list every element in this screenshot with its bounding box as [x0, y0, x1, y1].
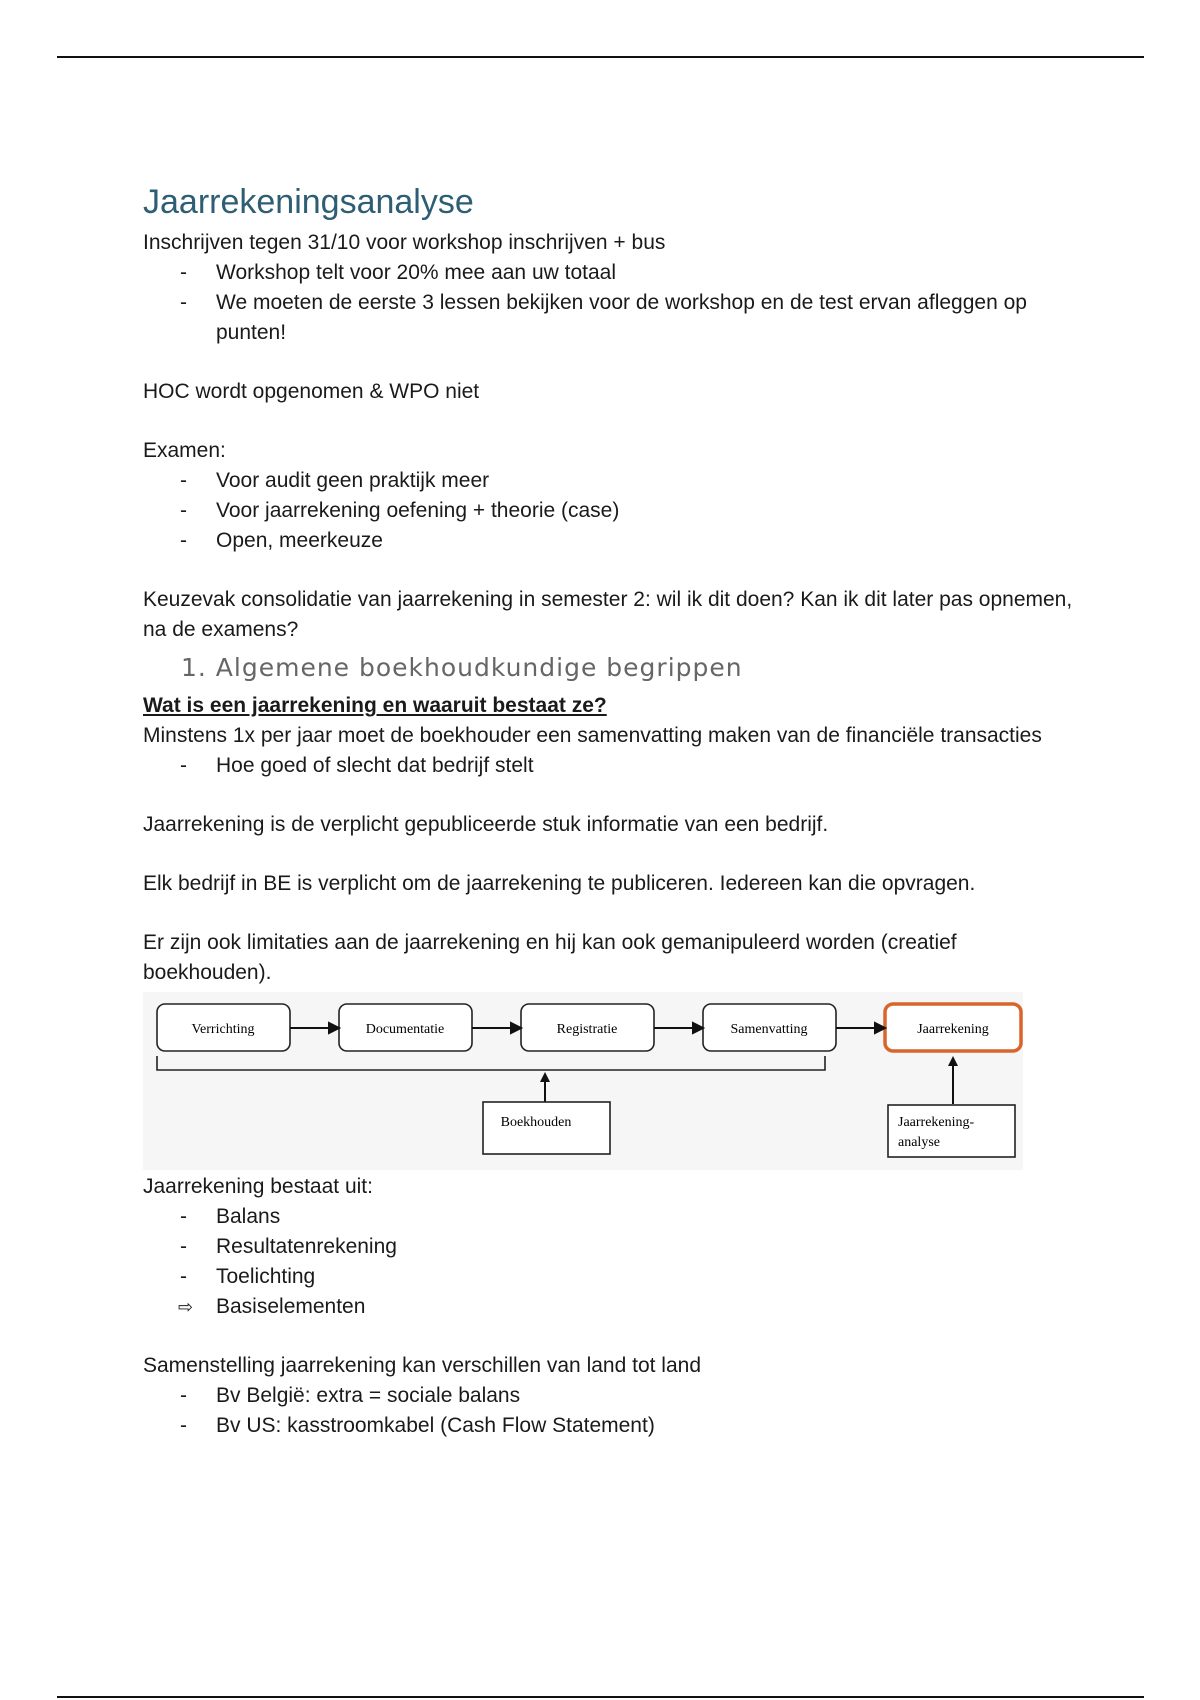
page-title: Jaarrekeningsanalyse [143, 183, 474, 221]
publish-text: Elk bedrijf in BE is verplicht om de jaarrekening te publiceren. Iedereen kan die opvragen. [143, 872, 976, 895]
exam-label: Examen: [143, 439, 226, 462]
composition-label: Jaarrekening bestaat uit: [143, 1175, 373, 1198]
keuzevak-note: Keuzevak consolidatie van jaarrekening in semester 2: wil ik dit doen? Kan ik dit later pas opnemen, na de examens? [143, 588, 1073, 641]
composition-list [143, 1202, 1083, 1322]
list-item: - Toelichting [216, 1262, 1083, 1292]
step-label-verrichting: Verrichting [191, 1022, 255, 1037]
document-body [143, 180, 1083, 1441]
countries-label: Samenstelling jaarrekening kan verschillen van land tot land [143, 1354, 701, 1377]
limits-text: Er zijn ook limitaties aan de jaarrekening en hij kan ook gemanipuleerd worden (creatief boekhouden). [143, 931, 957, 984]
list-item: - Voor audit geen praktijk meer [216, 466, 1083, 496]
analyse-label-line2: analyse [898, 1135, 940, 1150]
step-label-samenvatting: Samenvatting [730, 1022, 808, 1037]
list-item: - Bv België: extra = sociale balans [216, 1381, 1083, 1411]
summary-text: Minstens 1x per jaar moet de boekhouder een samenvatting maken van de financiële transacties [143, 724, 1042, 747]
intro-list [143, 258, 1083, 348]
section-heading: 1. Algemene boekhoudkundige begrippen [181, 653, 743, 682]
top-rule [57, 56, 1144, 58]
list-item: - Resultatenrekening [216, 1232, 1083, 1262]
bottom-rule [57, 1696, 1144, 1698]
list-item: - Open, meerkeuze [216, 526, 1083, 556]
accounting-flow-diagram [143, 992, 1023, 1170]
list-item: - Workshop telt voor 20% mee aan uw totaal [216, 258, 1083, 288]
boekhouden-label: Boekhouden [500, 1115, 572, 1130]
analyse-label-line1: Jaarrekening- [898, 1115, 975, 1130]
step-label-jaarrekening: Jaarrekening [917, 1022, 989, 1037]
list-item: - Balans [216, 1202, 1083, 1232]
intro-text: Inschrijven tegen 31/10 voor workshop inschrijven + bus [143, 231, 666, 254]
exam-list [143, 466, 1083, 556]
list-item: - We moeten de eerste 3 lessen bekijken voor de workshop en de test ervan afleggen op punten! [216, 288, 1083, 348]
list-item: - Voor jaarrekening oefening + theorie (case) [216, 496, 1083, 526]
definition-text: Jaarrekening is de verplicht gepubliceerde stuk informatie van een bedrijf. [143, 813, 829, 836]
countries-list [143, 1381, 1083, 1441]
section-question: Wat is een jaarrekening en waaruit bestaat ze? [143, 694, 607, 717]
step-label-documentatie: Documentatie [365, 1022, 445, 1037]
step-label-registratie: Registratie [556, 1022, 618, 1037]
list-item: - Hoe goed of slecht dat bedrijf stelt [216, 751, 1083, 781]
hoc-note: HOC wordt opgenomen & WPO niet [143, 380, 480, 403]
summary-list [143, 751, 1083, 781]
list-item: - Bv US: kasstroomkabel (Cash Flow Statement) [216, 1411, 1083, 1441]
arrow-list-item: ⇨ Basiselementen [216, 1292, 1083, 1322]
